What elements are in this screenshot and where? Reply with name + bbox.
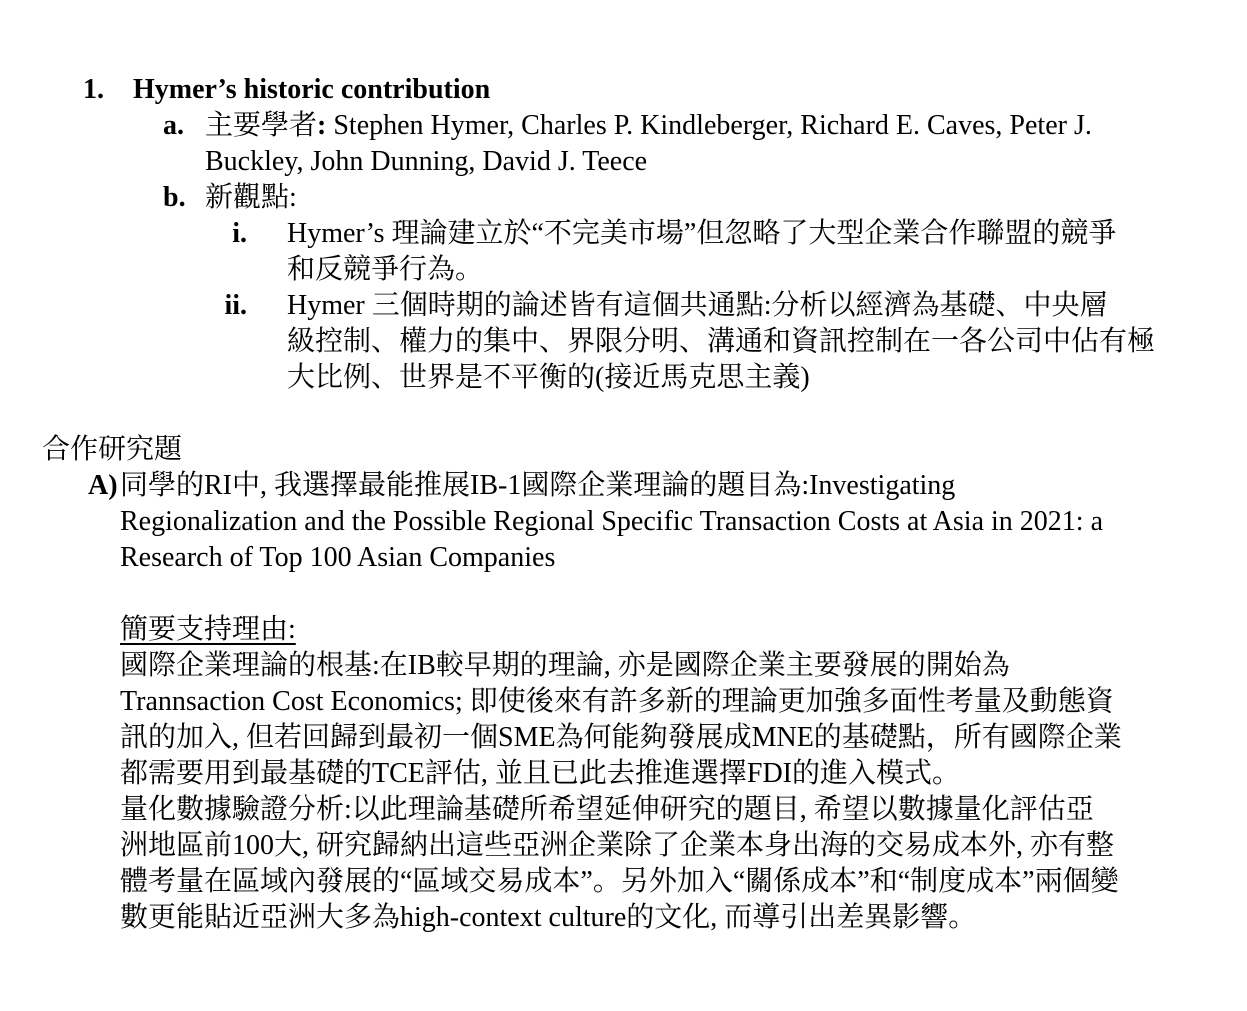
item-ii-line1: Hymer 三個時期的論述皆有這個共通點:分析以經濟為基礎、中央層 xyxy=(287,290,1108,321)
marker-b: b. xyxy=(163,182,186,213)
support-reason-heading xyxy=(0,612,1247,648)
item-i-line2: 和反競爭行為。 xyxy=(287,254,484,285)
item-a-authors-part1: Stephen Hymer, Charles P. Kindleberger, Richard E. Caves, Peter J. xyxy=(326,110,1092,141)
item-i-line1: Hymer’s 理論建立於“不完美市場”但忽略了大型企業合作聯盟的競爭 xyxy=(287,218,1117,249)
blank-line xyxy=(0,396,1247,432)
numbered-item-1 xyxy=(0,72,1247,108)
support-paragraph-line: Trannsaction Cost Economics; 即使後來有許多新的理論更加強多面性考量及動態資 xyxy=(120,686,1114,717)
blank-line xyxy=(0,576,1247,612)
item-a-authors-part2: Buckley, John Dunning, David J. Teece xyxy=(205,146,648,177)
section2-heading: 合作研究題 xyxy=(42,434,183,465)
support-paragraph-line: 訊的加入, 但若回歸到最初一個SME為何能夠發展成MNE的基礎點，所有國際企業 xyxy=(120,722,1122,753)
item-A-line2: Regionalization and the Possible Regional Specific Transaction Costs at Asia in 2021: a xyxy=(120,506,1103,537)
item-A-line1: 同學的RI中, 我選擇最能推展IB-1國際企業理論的題目為:Investigating xyxy=(120,470,956,501)
sub-item-a xyxy=(0,108,1247,144)
support-paragraph-line: 數更能貼近亞洲大多為high-context culture的文化, 而導引出差異影響。 xyxy=(120,902,977,933)
item-a-line1 xyxy=(205,108,1092,144)
item-ii-line2: 級控制、權力的集中、界限分明、溝通和資訊控制在一各公司中佔有極 xyxy=(287,326,1156,357)
support-paragraph-line: 國際企業理論的根基:在IB較早期的理論, 亦是國際企業主要發展的開始為 xyxy=(120,650,1010,681)
support-paragraph-line: 量化數據驗證分析:以此理論基礎所希望延伸研究的題目, 希望以數據量化評估亞 xyxy=(120,794,1094,825)
sub-item-b xyxy=(0,180,1247,216)
marker-A: A) xyxy=(88,470,118,501)
support-paragraph-line: 體考量在區域內發展的“區域交易成本”。另外加入“關係成本”和“制度成本”兩個變 xyxy=(120,866,1119,897)
support-paragraph-line: 都需要用到最基礎的TCE評估, 並且已此去推進選擇FDI的進入模式。 xyxy=(120,758,961,789)
marker-ii: ii. xyxy=(224,290,247,321)
support-reason-heading-text: 簡要支持理由: xyxy=(120,614,296,645)
marker-i: i. xyxy=(232,218,247,249)
item-A-line3: Research of Top 100 Asian Companies xyxy=(120,542,556,573)
support-paragraph-line: 洲地區前100大, 研究歸納出這些亞洲企業除了企業本身出海的交易成本外, 亦有整 xyxy=(120,830,1115,861)
marker-a: a. xyxy=(163,110,184,141)
roman-item-ii xyxy=(0,288,1247,324)
marker-1: 1. xyxy=(83,74,104,105)
roman-item-i xyxy=(0,216,1247,252)
item-A xyxy=(0,468,1247,504)
item-b-text: 新觀點: xyxy=(205,182,297,213)
item-a-label: 主要學者 xyxy=(205,110,318,141)
item-1-title: Hymer’s historic contribution xyxy=(133,74,491,105)
item-a-colon: : xyxy=(317,110,327,141)
item-ii-line3: 大比例、世界是不平衡的(接近馬克思主義) xyxy=(287,362,810,393)
